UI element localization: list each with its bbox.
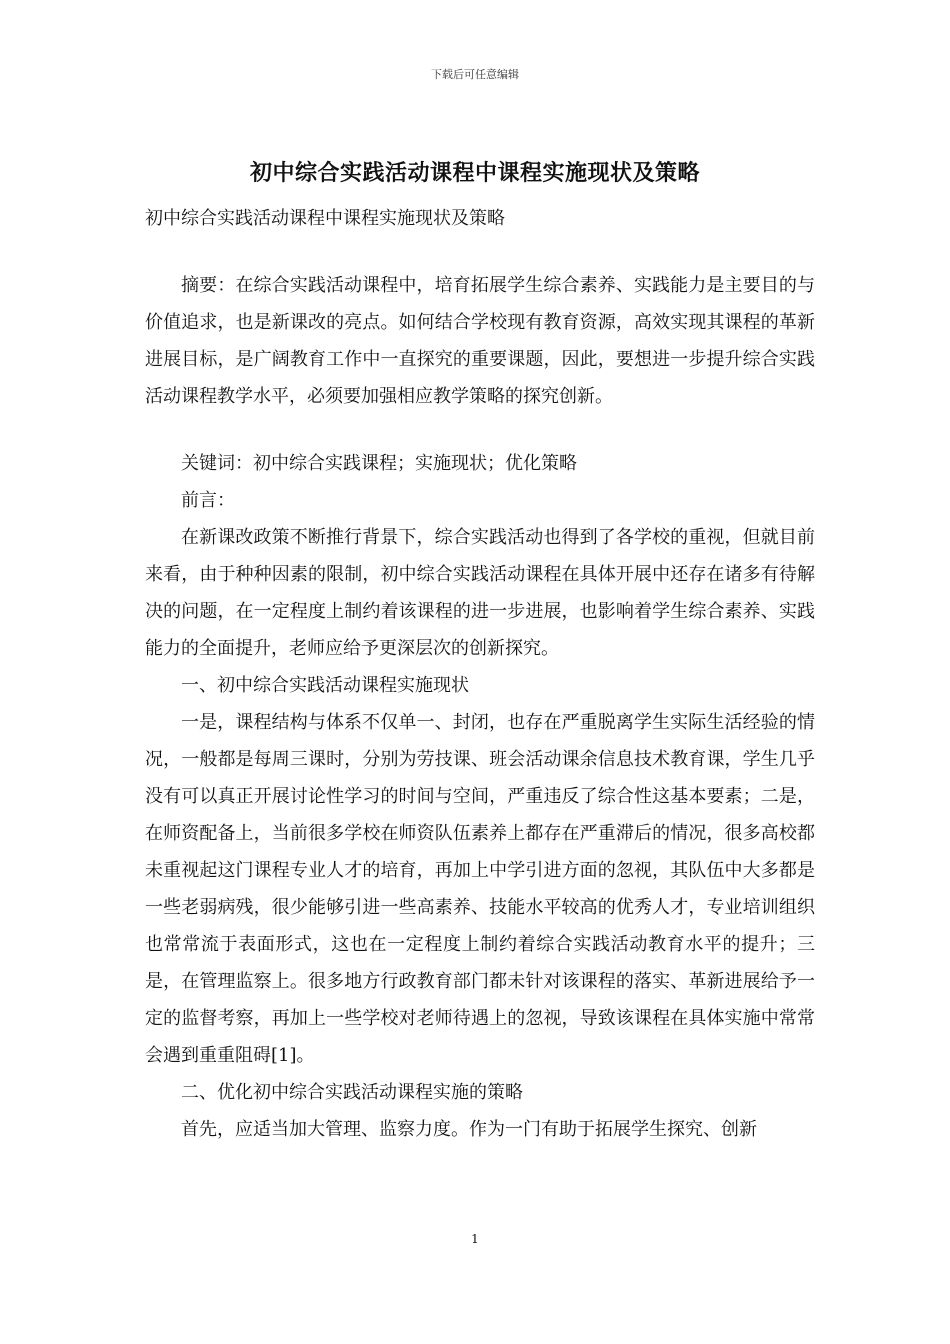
document-subtitle: 初中综合实践活动课程中课程实施现状及策略 [145,208,505,229]
preface-label: 前言： [181,490,235,511]
section-2-paragraph: 首先，应适当加大管理、监察力度。作为一门有助于拓展学生探究、创新 [181,1119,757,1140]
preface-paragraph: 在新课改政策不断推行背景下，综合实践活动也得到了各学校的重视，但就目前来看，由于种种因素的限制，初中综合实践活动课程在具体开展中还存在诸多有待解决的问题，在一定程度上制约着该课程的进一步进展，也影响着学生综合素养、实践能力的全面提升，老师应给予更深层次的创新探究。 [145,527,815,659]
section-2-heading: 二、优化初中综合实践活动课程实施的策略 [181,1082,523,1103]
document-title: 初中综合实践活动课程中课程实施现状及策略 [249,160,700,186]
abstract-paragraph: 摘要：在综合实践活动课程中，培育拓展学生综合素养、实践能力是主要目的与价值追求，也是新课改的亮点。如何结合学校现有教育资源，高效实现其课程的革新进展目标，是广阔教育工作中一直探究的重要课题，因此，要想进一步提升综合实践活动课程教学水平，必须要加强相应教学策略的探究创新。 [145,275,815,407]
section-1-paragraph: 一是，课程结构与体系不仅单一、封闭，也存在严重脱离学生实际生活经验的情况，一般都是每周三课时，分别为劳技课、班会活动课余信息技术教育课，学生几乎没有可以真正开展讨论性学习的时间与空间，严重违反了综合性这基本要素；二是，在师资配备上，当前很多学校在师资队伍素养上都存在严重滞后的情况，很多高校都未重视起这门课程专业人才的培育，再加上中学引进方面的忽视，其队伍中大多都是一些老弱病残，很少能够引进一些高素养、技能水平较高的优秀人才，专业培训组织也常常流于表面形式，这也在一定程度上制约着综合实践活动教育水平的提升；三是，在管理监察上。很多地方行政教育部门都未针对该课程的落实、革新进展给予一定的监督考察，再加上一些学校对老师待遇上的忽视，导致该课程在具体实施中常常会遇到重重阻碍[1]。 [145,712,815,1066]
page-header-note: 下载后可任意编辑 [431,68,519,81]
keywords-line: 关键词：初中综合实践课程；实施现状；优化策略 [181,453,577,474]
document-body [145,200,815,1148]
section-1-heading: 一、初中综合实践活动课程实施现状 [181,675,469,696]
page-number: 1 [471,1232,479,1246]
